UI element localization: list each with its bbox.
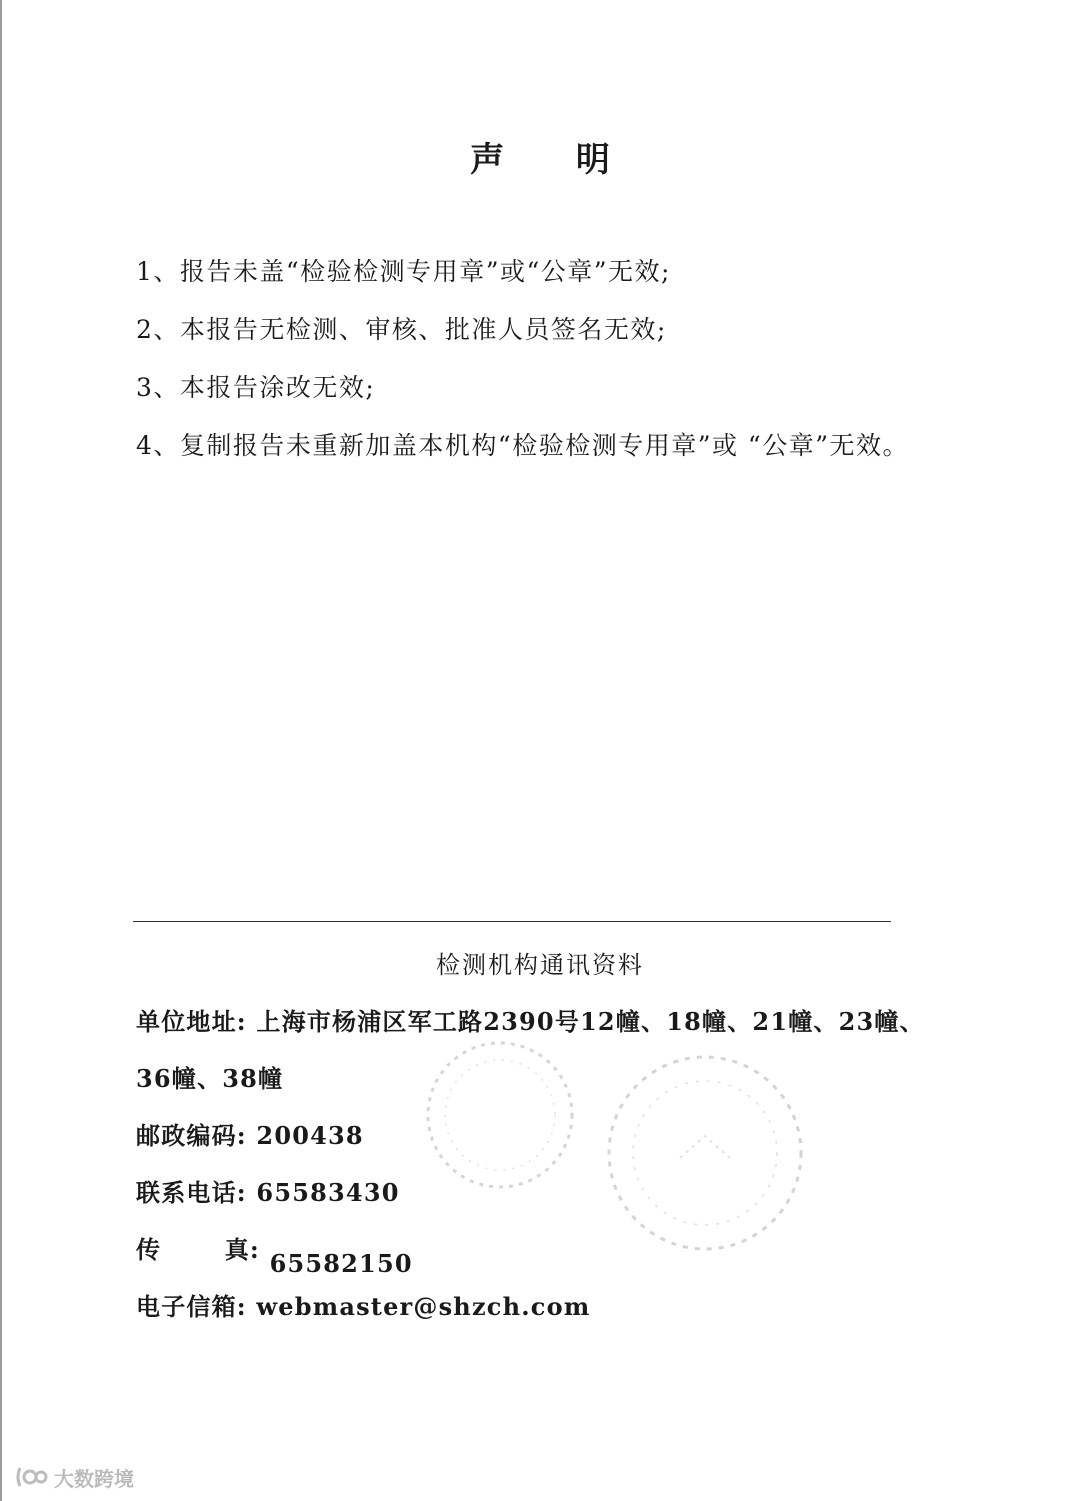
watermark-text: 大数跨境 xyxy=(54,1466,134,1491)
section-divider xyxy=(133,921,891,922)
declaration-item-4: 4、复制报告未重新加盖本机构“检验检测专用章”或 “公章”无效。 xyxy=(136,431,909,460)
address-row xyxy=(136,1000,1016,1057)
phone-value: 65583430 xyxy=(256,1178,400,1207)
declaration-list xyxy=(136,252,1036,484)
postcode-label: 邮政编码: xyxy=(136,1121,247,1150)
fax-label-part-2: 真: xyxy=(224,1235,260,1264)
fax-label xyxy=(136,1228,260,1272)
fax-label-part-1: 传 xyxy=(136,1235,162,1264)
phone-row xyxy=(136,1171,1016,1228)
phone-label: 联系电话: xyxy=(136,1178,247,1207)
address-row-continued xyxy=(136,1057,1016,1114)
page-title: 声 明 xyxy=(470,140,640,180)
contact-info xyxy=(136,1000,1016,1342)
postcode-row xyxy=(136,1114,1016,1171)
address-line-2: 36幢、38幢 xyxy=(136,1064,284,1093)
email-value: webmaster@shzch.com xyxy=(256,1292,591,1321)
page-edge xyxy=(0,0,2,1501)
declaration-item-3: 3、本报告涂改无效; xyxy=(136,373,376,402)
watermark-logo-icon xyxy=(14,1464,48,1490)
watermark xyxy=(14,1462,134,1492)
declaration-item-2: 2、本报告无检测、审核、批准人员签名无效; xyxy=(136,315,667,344)
declaration-item-1: 1、报告未盖“检验检测专用章”或“公章”无效; xyxy=(136,257,671,286)
address-line-1: 上海市杨浦区军工路2390号12幢、18幢、21幢、23幢、 xyxy=(256,1007,925,1036)
contact-heading: 检测机构通讯资料 xyxy=(436,951,644,979)
email-row xyxy=(136,1285,1016,1342)
fax-value: 65582150 xyxy=(269,1249,413,1278)
address-label: 单位地址: xyxy=(136,1007,247,1036)
fax-row xyxy=(136,1228,1016,1285)
postcode-value: 200438 xyxy=(256,1121,364,1150)
email-label: 电子信箱: xyxy=(136,1292,247,1321)
